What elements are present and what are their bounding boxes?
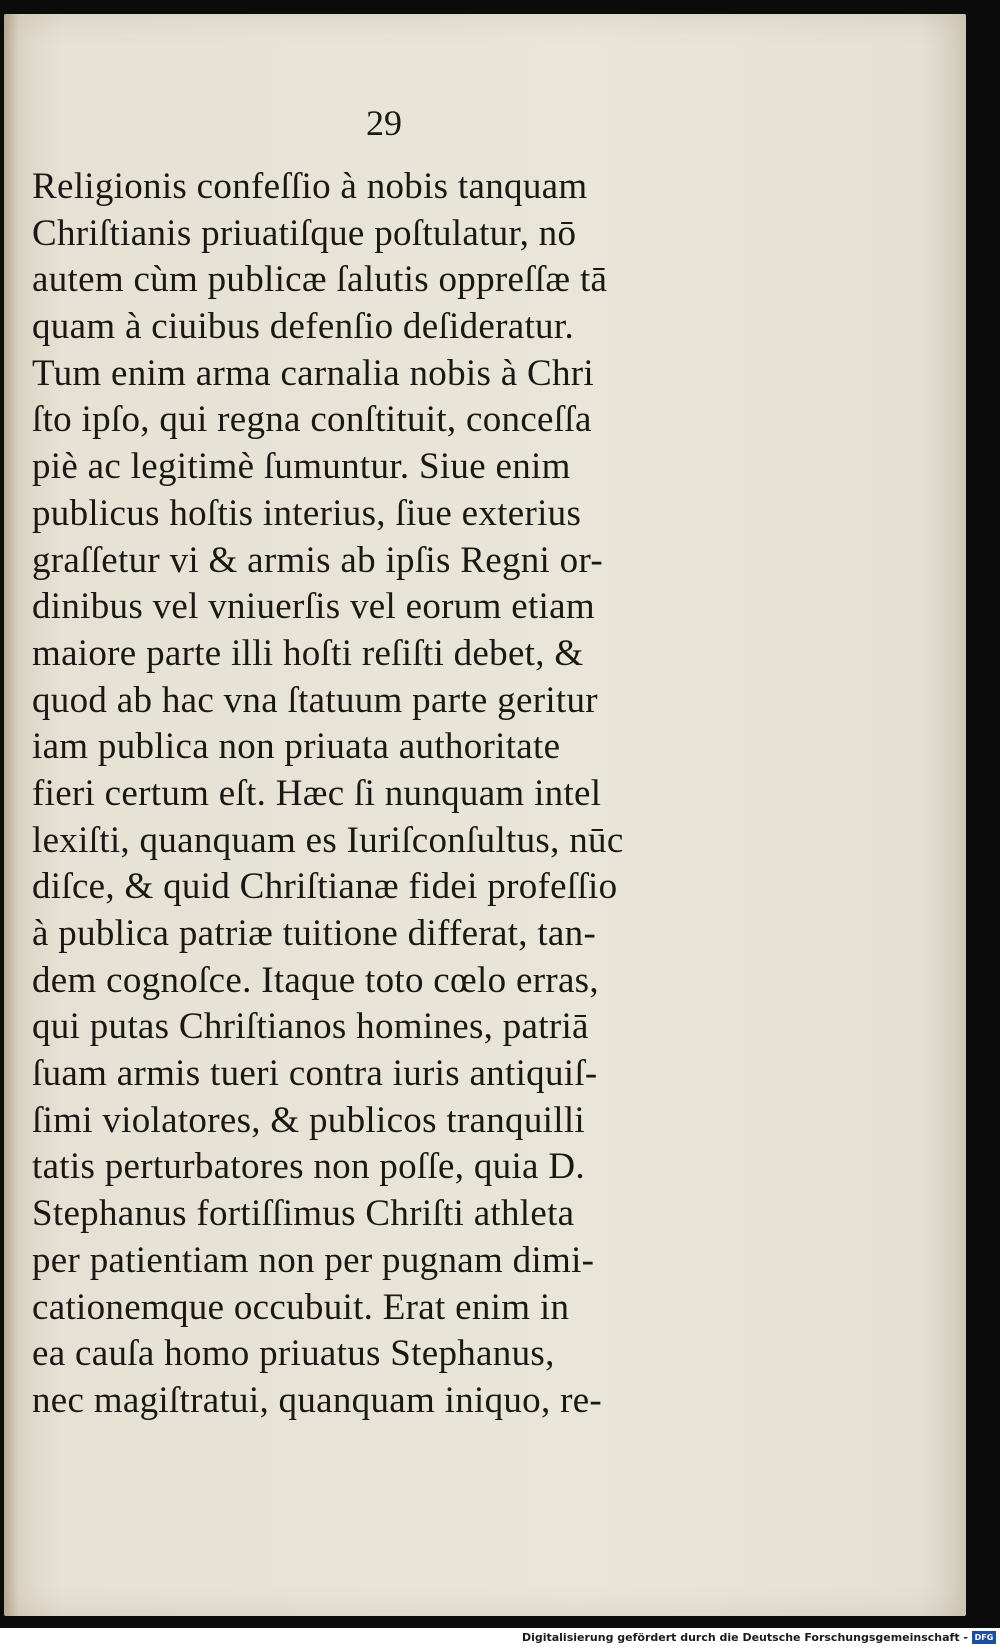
text-line: Religionis confeſſio à nobis tanquam — [32, 166, 588, 207]
text-line: nec magiſtratui, quanquam iniquo, re- — [32, 1379, 603, 1421]
text-line: Stephanus fortiſſimus Chriſti athleta — [32, 1193, 575, 1235]
text-line: publicus hoſtis interius, ſiue exterius — [32, 492, 582, 534]
text-line: per patientiam non per pugnam dimi- — [32, 1239, 595, 1281]
text-line: tatis perturbatores non poſſe, quia D. — [32, 1146, 585, 1188]
text-line: qui putas Chriſtianos homines, patriā — [32, 1006, 589, 1048]
text-line: ſto ipſo, qui regna conſtituit, conceſſa — [32, 399, 592, 441]
text-line: à publica patriæ tuitione differat, tan- — [32, 913, 597, 954]
text-line: ſuam armis tueri contra iuris antiquiſ- — [32, 1053, 598, 1095]
text-line: ſimi violatores, & publicos tranquilli — [32, 1099, 585, 1141]
text-line: ea cauſa homo priuatus Stephanus, — [32, 1333, 555, 1375]
text-line: lexiſti, quanquam es Iuriſconſultus, nūc — [32, 819, 624, 861]
funding-credit: Digitalisierung gefördert durch die Deutsche Forschungsgemeinschaft - — [521, 1631, 968, 1644]
text-line: quam à ciuibus defenſio deſideratur. — [32, 306, 574, 348]
text-line: Tum enim arma carnalia nobis à Chri — [32, 352, 594, 394]
text-line: maiore parte illi hoſti reſiſti debet, & — [32, 632, 584, 674]
page-edge-shadow — [4, 14, 18, 1616]
text-line: iam publica non priuata authoritate — [32, 726, 561, 768]
text-line: Chriſtianis priuatiſque poſtulatur, nō — [32, 212, 577, 254]
text-line: piè ac legitimè ſumuntur. Siue enim — [32, 446, 571, 488]
text-line: graſſetur vi & armis ab ipſis Regni or- — [32, 539, 603, 581]
text-line: dem cognoſce. Itaque toto cœlo erras, — [32, 959, 599, 1001]
text-line: dinibus vel vniuerſis vel eorum etiam — [32, 586, 595, 628]
page-text-block — [32, 164, 732, 1425]
book-page — [4, 14, 966, 1616]
text-line: autem cùm publicæ ſalutis oppreſſæ tā — [32, 259, 608, 301]
page-number: 29 — [366, 103, 402, 143]
text-line: quod ab hac vna ſtatuum parte geritur — [32, 679, 598, 721]
text-line: fieri certum eſt. Hæc ſi nunquam intel — [32, 772, 602, 814]
text-line: diſce, & quid Chriſtianæ fidei profeſſio — [32, 866, 618, 908]
dfg-logo-icon: DFG — [972, 1631, 996, 1644]
text-line: cationemque occubuit. Erat enim in — [32, 1286, 570, 1328]
